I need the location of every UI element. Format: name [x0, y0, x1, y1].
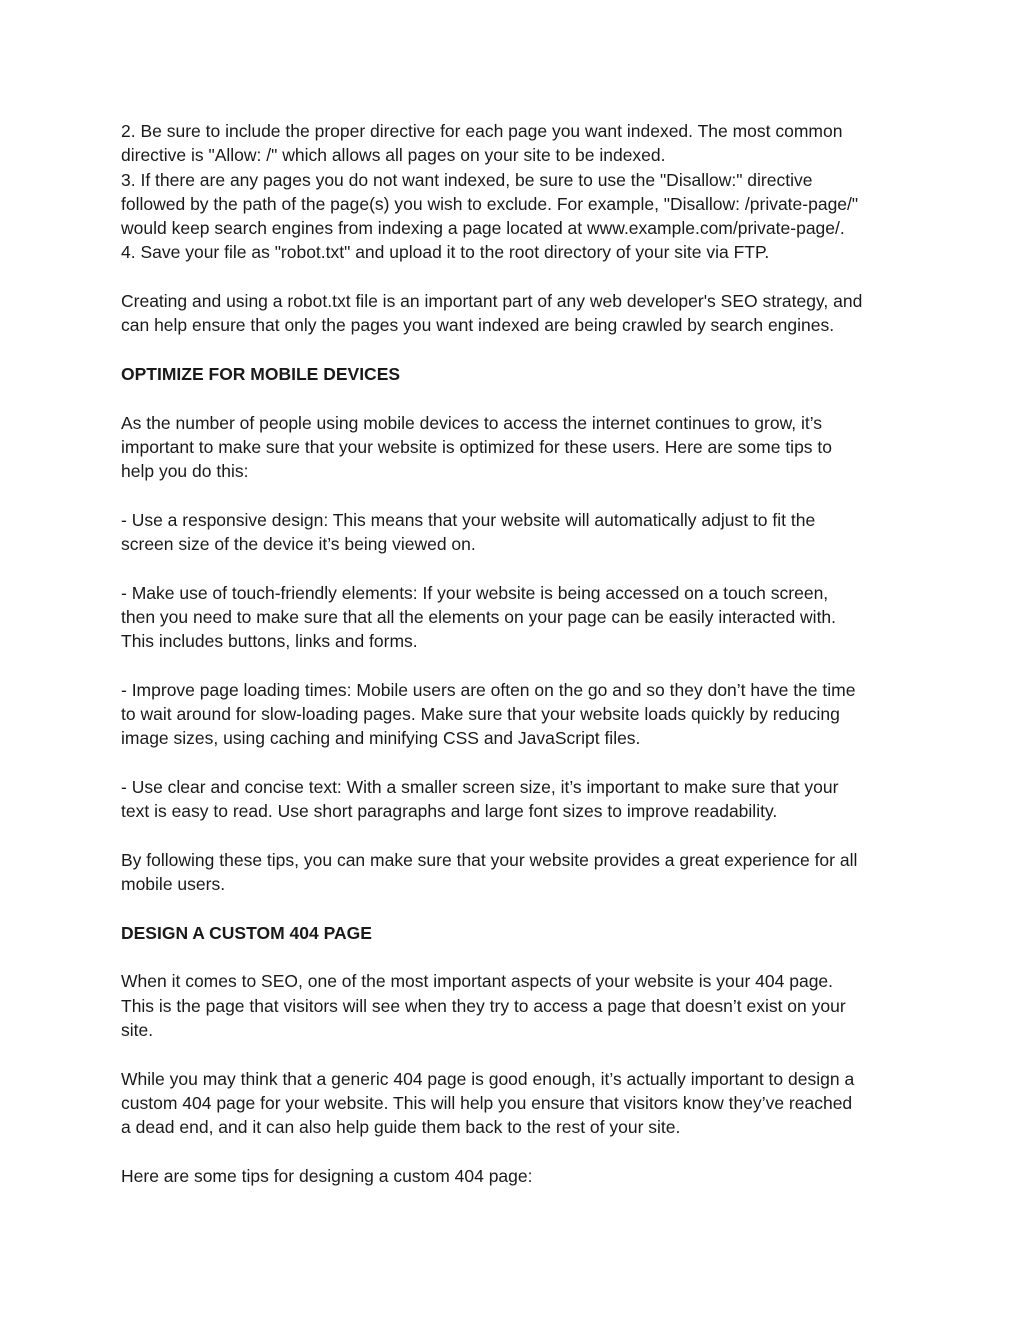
step-4-paragraph — [121, 240, 911, 264]
paragraph-gap — [121, 1042, 911, 1066]
paragraph-gap — [121, 945, 911, 969]
text-line: then you need to make sure that all the elements on your page can be easily interacted with. — [121, 606, 837, 627]
text-line: By following these tips, you can make sure that your website provides a great experience for all — [121, 849, 858, 870]
custom-404-paragraph-2 — [121, 1067, 911, 1140]
custom-404-paragraph-3 — [121, 1164, 911, 1188]
text-line: 3. If there are any pages you do not want indexed, be sure to use the "Disallow:" directive — [121, 169, 813, 190]
text-line: custom 404 page for your website. This will help you ensure that visitors know they’ve reached — [121, 1092, 853, 1113]
text-line: followed by the path of the page(s) you wish to exclude. For example, "Disallow: /private-page/" — [121, 193, 859, 214]
text-line: This includes buttons, links and forms. — [121, 631, 418, 652]
text-line: to wait around for slow-loading pages. Make sure that your website loads quickly by reducing — [121, 704, 840, 725]
text-line: would keep search engines from indexing a page located at www.example.com/private-page/. — [121, 218, 845, 239]
text-line: - Improve page loading times: Mobile users are often on the go and so they don’t have the time — [121, 679, 856, 700]
text-line: important to make sure that your website is optimized for these users. Here are some tips to — [121, 436, 833, 457]
mobile-intro-paragraph — [121, 411, 911, 484]
text-line: text is easy to read. Use short paragraphs and large font sizes to improve readability. — [121, 801, 778, 822]
text-line: - Make use of touch-friendly elements: If your website is being accessed on a touch screen, — [121, 582, 829, 603]
text-line: site. — [121, 1019, 154, 1040]
text-line: a dead end, and it can also help guide them back to the rest of your site. — [121, 1117, 681, 1138]
text-line: help you do this: — [121, 461, 249, 482]
text-line: can help ensure that only the pages you want indexed are being crawled by search engines. — [121, 315, 835, 336]
paragraph-gap — [121, 1139, 911, 1163]
mobile-tip-clear-text — [121, 775, 911, 824]
mobile-tip-loading-times — [121, 678, 911, 751]
text-line: image sizes, using caching and minifying CSS and JavaScript files. — [121, 728, 641, 749]
text-line: mobile users. — [121, 874, 226, 895]
step-3-paragraph — [121, 168, 911, 241]
text-line: When it comes to SEO, one of the most important aspects of your website is your 404 page. — [121, 971, 834, 992]
paragraph-gap — [121, 824, 911, 848]
document-page — [121, 119, 911, 1188]
text-line: While you may think that a generic 404 page is good enough, it’s actually important to design a — [121, 1068, 855, 1089]
step-2-paragraph — [121, 119, 911, 168]
paragraph-gap — [121, 265, 911, 289]
text-line: screen size of the device it’s being viewed on. — [121, 534, 476, 555]
paragraph-gap — [121, 654, 911, 678]
text-line: As the number of people using mobile devices to access the internet continues to grow, it’s — [121, 412, 823, 433]
text-line: This is the page that visitors will see when they try to access a page that doesn’t exist on your — [121, 995, 846, 1016]
mobile-tip-responsive-design — [121, 508, 911, 557]
text-line: - Use a responsive design: This means that your website will automatically adjust to fit the — [121, 509, 816, 530]
robots-conclusion-paragraph — [121, 289, 911, 338]
text-line: 4. Save your file as "robot.txt" and upload it to the root directory of your site via FTP. — [121, 242, 770, 263]
custom-404-paragraph-1 — [121, 969, 911, 1042]
text-line: - Use clear and concise text: With a smaller screen size, it’s important to make sure that your — [121, 777, 839, 798]
text-line: Here are some tips for designing a custom 404 page: — [121, 1165, 533, 1186]
custom-404-section-heading: DESIGN A CUSTOM 404 PAGE — [121, 922, 372, 943]
paragraph-gap — [121, 751, 911, 775]
paragraph-gap — [121, 338, 911, 362]
mobile-section-heading: OPTIMIZE FOR MOBILE DEVICES — [121, 363, 401, 384]
paragraph-gap — [121, 483, 911, 507]
paragraph-gap — [121, 386, 911, 410]
paragraph-gap — [121, 897, 911, 921]
text-line: directive is "Allow: /" which allows all pages on your site to be indexed. — [121, 145, 666, 166]
paragraph-gap — [121, 556, 911, 580]
text-line: 2. Be sure to include the proper directive for each page you want indexed. The most common — [121, 121, 843, 141]
mobile-tip-touch-friendly — [121, 581, 911, 654]
mobile-conclusion-paragraph — [121, 848, 911, 897]
text-line: Creating and using a robot.txt file is an important part of any web developer's SEO strategy, and — [121, 291, 863, 312]
